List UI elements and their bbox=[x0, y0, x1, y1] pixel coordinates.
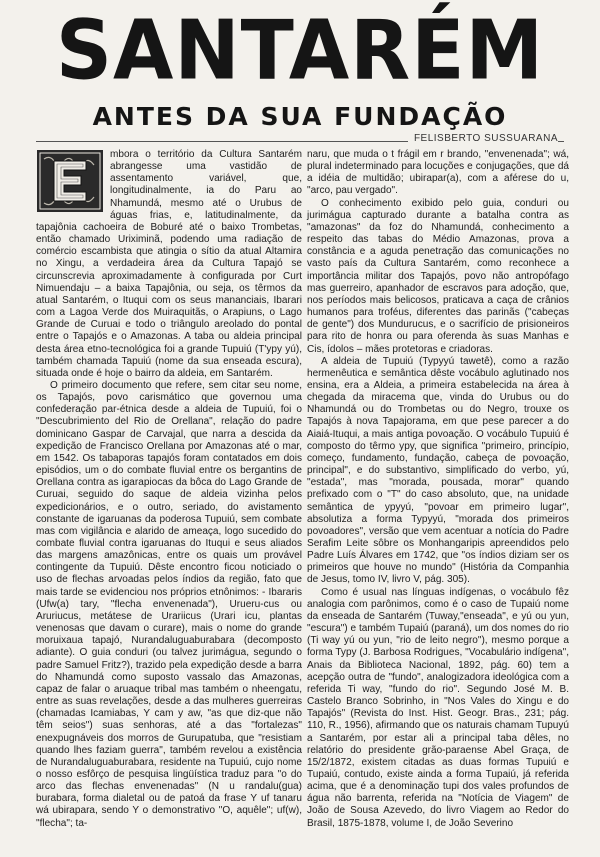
page-title: SANTARÉM bbox=[55, 3, 545, 99]
right-column bbox=[307, 149, 569, 830]
ornamental-drop-cap-icon bbox=[36, 149, 104, 213]
left-column bbox=[36, 149, 302, 830]
paragraph: O conhecimento exibido pelo guia, conduri ou jurimágua capturado durante a batalha contra as "amazonas" da foz do Nhamundá, conhecimento a respeito das tabas do Médio Amazonas, prova a constância e a aguda penetração das comunicações no vasto país da Cultura Santarém, como reconhece a importância militar dos Tapajós, povo não antropófago mas guerreiro, apanhador de escravos para adoção, que, nos períodos mais belicosos, praticava a caça de crânios humanos para troféus, diferentes das parinãs ("cabeças de gente") dos Mundurucus, e o sacrifício de prisioneiros para rito de honra ou para oferenda às suas Manhas e Cis, ídolos – mães protetoras e criadoras. bbox=[307, 197, 569, 355]
paragraph: naru, que muda o t frágil em r brando, "envenenada"; wá, plural indeterminado para locuções e conjugações, que dá a idéia de multidão; ubirapar(a), com a aférese do u, "arco, pau vergado". bbox=[307, 149, 569, 197]
paragraph: A aldeia de Tupuiú (Typyyú tawetê), como a razão hermenêutica e semântica dêste vocábulo aglutinado nos ensina, era a Aldeia, a primeira estabelecida na área à chegada da miracema que, vinda do Urubus ou do Nhamundá ou do Trombetas ou do Negro, trouxe os Tapajós à nova Tapajorama, em que pese parecer a do Aiaiá-Ituqui, a mais antiga povoação. O vocábulo Tupuiú é composto do têrmo ypy, que significa "primeiro, princípio, começo, fundamento, fundação, cabeça de povoação, principal", e do substantivo, simplificado do verbo, yú, "estada", mas "morada, pousada, morar" quando prefixado com o "T" do caso absoluto, que, na unidade semântica de ypyyú, "povoar em primeiro lugar", absolutiza a forma Typyyú, "morada dos primeiros povoadores", versão que vem acentuar a notícia do Padre Serafim Leite sôbre os Monhangaripis apreendidos pelo Padre Luís Álvares em 1742, que "os índios diziam ser os primeiros que houve no mundo" (História da Companhia de Jesus, tomo IV, livro V, pág. 305). bbox=[307, 355, 569, 586]
paragraph: O primeiro documento que refere, sem citar seu nome, os Tapajós, povo carismático que governou uma confederação par-étnica desde a aldeia de Tupuiú, foi o "Descubrimiento del Rio de Orellana", relação do padre dominicano Gaspar de Carvajal, que narra a descida da expedição de Francisco Orellana por Amazonas até o mar, em 1542. Os tabaporas tapajós foram contatados em dois episódios, um o do combate fluvial entre os bergantins de Orellana contra as igarapiocas da bôca do Lago Grande de Curuai, seguido do saque de aldeia vizinha pelos expedicionários, e o outro, seriado, do avistamento constante de igaruanas da poderosa Tupuiú, sem combate mas com vigilância e alarido de ameaça, logo sucedido do combate fluvial contra igaruanas do Ituqui e seus aliados das margens amazônicas, entre os quais um provável contingente da Tupuiú. Dêste encontro ficou noticiado o uso de flechas arvoadas pelos índios da região, fato que mais tarde se evidenciou nos próprios etnônimos: - Ibararis (Ufw(a) tary, "flecha envenenada"), Urueru-cus ou Aruriucus, metátese de Urariicus (Urari icu, plantas venenosas que davam o curare), mais o nome do grande moruixaua tapajó, Nurandaluguaburabara (decomposto adiante). O guia conduri (ou talvez jurimágua, segundo o padre Samuel Fritz?), trazido pela expedição desde a barra do Nhamundá como suposto vassalo das Amazonas, capaz de falar o aruaque tribal mas também o nheengatu, entre as suas revelações, desde a das mulheres guerreiras (chamadas Icamiabas, Y cam y aw, "as que diz-que não têm seios") suas senhoras, até a das "fortalezas" enexpugnáveis dos morros de Gurupatuba, que "resistiam quando lhes faziam guerra", também revelou a existência de Nurandaluguaburabara, residente na Tupuiú, cujo nome o nosso esfôrço de pesquisa lingüística traduz para "o do arco das flechas envenenadas" (N u randalu(gua) burabara, forma dialetal ou de patoá da frase Y uf tanaru wá ubirapara, sendo Y o demonstrativo "O, aquêle"; uf(w), "flecha"; ta- bbox=[36, 379, 302, 829]
paragraph: Como é usual nas línguas indígenas, o vocábulo fêz analogia com parônimos, como é o caso de Tupaiú nome da enseada de Santarém (Tuway,"enseada", e yú ou yun, "escura") e também Tupaiú (paraná), um dos nomes do rio (Ti way yú ou yun, "rio de leito negro"), mesmo porque a forma Typy (J. Barbosa Rodrigues, "Vocabulário indígena", Anais da Biblioteca Nacional, 1892, pág. 60) tem a acepção outra de "fundo", analogizadora ideológica com a referida Ti way, "fundo do rio". Segundo José M. B. Castelo Branco Sobrinho, in "Nos Vales do Xingu e do Tapajós" (Revista do Inst. Hist. Geogr. Bras., 231; pág. 110, R., 1956), afirmando que os naturais chamam Tupuyú a Santarém, por estar ali a principal taba dêles, no relatório do presidente grão-paraense Abel Graça, de 15/2/1872, existem citadas as duas formas Tupuiú e Tupaiú, contudo, existe ainda a forma Tupaiú, já referida acima, que é a denominação tupi dos vales profundos de água não barrenta, referida na "Notícia de Viagem" de João de Sousa Azevedo, do livro Viagem ao Redor do Brasil, 1875-1878, volume I, de João Severino bbox=[307, 586, 569, 829]
page-subtitle: ANTES DA SUA FUNDAÇÃO bbox=[92, 102, 508, 131]
author-byline: FELISBERTO SUSSUARANA bbox=[408, 133, 558, 144]
paragraph: mbora o território da Cultura Santarém abrangesse uma vastidão de assentamento variável, que, longitudinalmente, ia do Paru ao Nhamundá, mesmo até o Urubus de águas frias, e, latitudinalmente, da tapajônia cachoeira de Boburé até o baixo Trombetas, então chamado Uriximinã, podendo uma radiação de comércio escambista que atingia o sítio da atual Altamira no Xingu, a verdadeira área da Cultura Tapajó se circunscrevia aproximadamente à configurada por Curt Nimuendaju – a baixa Tapajônia, ou seja, os têrmos da atual Santarém, o Ituqui com os seus mananciais, Ibarari com a Lagoa Verde dos Muiraquitãs, o Arapiuns, o Lago Grande de Curuai e todo o triângulo areolado do pontal entre o Tapajós e o Amazonas. A taba ou aldeia principal desta área etno-tecnológica foi a grande Tupuiú (T'ypy yú), também chamada Tapuiú (nome da sua enseada escura), situada onde é hoje o bairro da aldeia, em Santarém. bbox=[36, 149, 302, 379]
